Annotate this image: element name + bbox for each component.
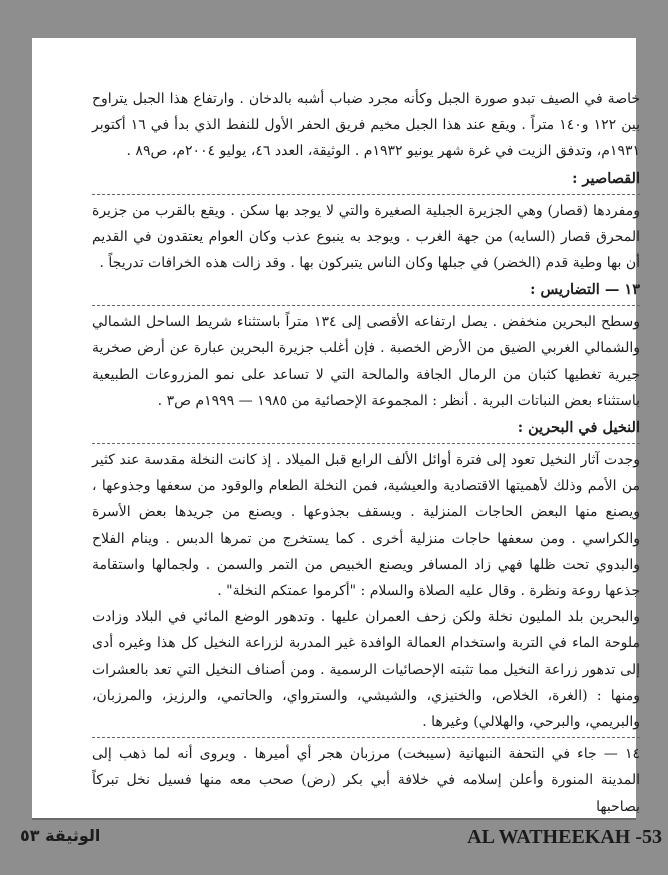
footer-page-number-english: AL WATHEEKAH -53: [467, 826, 662, 848]
heading-terrain: ١٣ — التضاريس :: [530, 281, 640, 299]
section-divider: [92, 305, 640, 306]
section-divider: [92, 194, 640, 195]
article-body: [92, 86, 640, 820]
section-divider: [92, 443, 640, 444]
heading-qasasir: القصاصير :: [572, 169, 640, 187]
paragraph-palms-history: وجدت آثار النخيل تعود إلى فترة أوائل الألف الرابع قبل الميلاد . إذ كانت النخلة مقدسة عند كثير من الأمم وذلك لأهميتها الاقتصادية والعيشية، فمن النخلة الطعام والوقود من سعفها وجذوعها ، ويصنع منها البعض الحاجات المنزلية . ويسقف بجذوعها . ويصنع من جريدها بعض الأسرة والكراسي . ومن سعفها حاجات منزلية أخرى . كما يستخرج من تمرها الدبس . وينام الفلاح والبدوي تحت ظلها فهي زاد المسافر ويصنع الخبيص من التمر والسمن . ولجمالها واستقامة جذعها روعة ونظرة . وقال عليه الصلاة والسلام : "أكرموا عمتكم النخلة" .: [92, 452, 641, 600]
paragraph-mountain: خاصة في الصيف تبدو صورة الجبل وكأنه مجرد ضباب أشبه بالدخان . وارتفاع هذا الجبل يتراوح بين ١٢٢ و١٤٠ متراً . ويقع عند هذا الجبل مخيم فريق الحفر الأول للنفط الذي بدأ في ١٦ أكتوبر ١٩٣١م، وتدفق الزيت في غرة شهر يونيو ١٩٣٢م . الوثيقة، العدد ٤٦، يوليو ٢٠٠٤م، ص٨٩ .: [92, 91, 640, 160]
footer-divider: [32, 818, 636, 820]
paragraph-palms-bahrain: والبحرين بلد المليون نخلة ولكن زحف العمران عليها . وتدهور الوضع المائي في البلاد وزادت ملوحة الماء في التربة واستخدام العمالة الوافدة غير المدربة لزراعة النخيل كل هذا وغيره أدى إلى تدهور زراعة النخيل مما تثبته الإحصائيات الرسمية . ومن أصناف النخيل التي تعد بالعشرات ومنها : (الغرة، الخلاص، والخنيزي، والشيشي، والسترواي، والحاتمي، والرزيز، والمرزبان، والبريمي، والبرحي، والهلالي) وغيرها .: [92, 609, 640, 731]
paragraph-qasasir: ومفردها (قصار) وهي الجزيرة الجبلية الصغيرة والتي لا يوجد بها سكن . ويقع بالقرب من جزيرة المحرق قصار (السايه) من جهة الغرب . ويوجد به ينبوع عذب وكان العوام يعتقدون في القديم أن بها وطية قدم (الخضر) في جبلها وكان الناس يتبركون بها . وقد زالت هذه الخرافات تدريجاً .: [92, 202, 640, 272]
footer-page-number-arabic: الوثيقة ٥٣: [20, 826, 101, 845]
heading-palms: النخيل في البحرين :: [517, 419, 640, 437]
page-sheet: [32, 38, 641, 818]
section-divider: [92, 737, 640, 738]
paragraph-note-14: ١٤ — جاء في التحفة النبهانية (سيبخت) مرزبان هجر أي أميرها . ويروى أنه لما ذهب إلى المدينة المنورة وأعلن إسلامه في خلافة أبي بكر (رض) صحب معه منها فسيل نخل تبركاً بصاحبها: [92, 746, 640, 815]
paragraph-terrain: وسطح البحرين منخفض . يصل ارتفاعه الأقصى إلى ١٣٤ متراً باستثناء شريط الساحل الشمالي والشمالي الغربي الضيق من الأرض الخصبة . فإن أغلب جزيرة البحرين عبارة عن أرض صخرية جيرية تغطيها كثبان من الرمال الجافة والمالحة التي لا تساعد على نمو المزروعات الطبيعية باستثناء بعض النباتات البرية . أنظر : المجموعة الإحصائية من ١٩٨٥ — ١٩٩٩م ص٣ .: [92, 314, 640, 409]
